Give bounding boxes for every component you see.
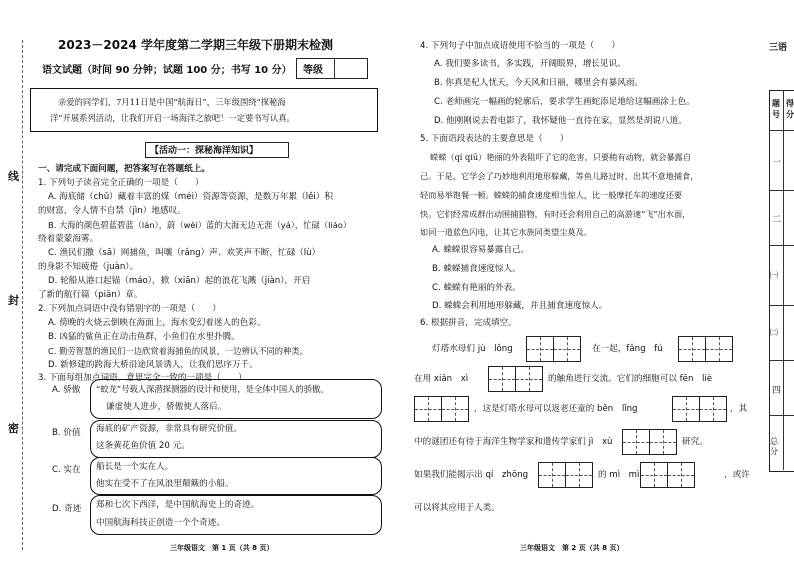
- tianzige-guide-v: [428, 397, 429, 421]
- q4-option-d: D. 他刚刚说去看电影了，我怀疑他一直待在家，显然是胡说八道。: [434, 116, 687, 126]
- q4-option-a: A. 我们要多读书，多实践，开阔眼界，增长见识。: [434, 59, 626, 69]
- page-1-footer: 三年级语文 第 1 页（共 8 页）: [170, 544, 274, 552]
- section-1-heading: 一、请完成下面问题，把答案写在答题纸上。: [38, 164, 210, 174]
- tianzige-guide-v: [455, 397, 456, 421]
- intro-box: [30, 88, 378, 132]
- tianzige-guide-v: [713, 397, 714, 421]
- q6-line5-text-c: ，或许: [724, 470, 750, 480]
- q1-option-c-line1: C. 渔民们撒（sā）网捕鱼，叫嚷（rǎng）声、欢笑声不断，忙碌（lù）: [48, 248, 321, 258]
- q2-option-b: B. 凶猛的鲨鱼正在动击鱼群，小鱼们在水里扑腾。: [48, 332, 240, 342]
- side-page-header: 三语: [769, 43, 788, 53]
- q3-a-sentence-1: “蛟龙”号载人深潜探测器的设计和使用，是全体中国人的骄傲。: [96, 384, 329, 394]
- q3-b-sentence-1: 海底的矿产资源，非常具有研究价值。: [96, 424, 243, 434]
- q5-option-c: C. 蝾蝾有艳丽的外表。: [432, 283, 521, 293]
- q1-option-b-line1: B. 大海的颜色碧蓝碧蓝（lán），蔚（wèi）蓝的大海无边无涯（yá），忙碌（liáo）: [48, 220, 352, 230]
- tianzige-guide-v: [529, 367, 530, 391]
- question-2: 2. 下列加点词语中没有错别字的一项是（ ）: [38, 304, 221, 314]
- q6-line6: 可以将其应用于人类。: [414, 503, 500, 513]
- score-table-col-score: 得分: [786, 99, 794, 119]
- q2-option-c: C. 勤劳智慧的渔民们一边欣赏着海捕鱼的风景，一边辨认不同的种类。: [48, 346, 308, 356]
- q3-d-sentence-1: 郑和七次下西洋，是中国航海史上的奇迹。: [96, 500, 260, 510]
- q5-option-d: D. 蝾蝾会利用地形躲藏，并且捕食速度惊人。: [432, 301, 608, 311]
- q5-option-a: A. 蝾蝾很容易暴露自己。: [432, 245, 530, 255]
- margin-char-xian: 线: [8, 170, 19, 183]
- q3-option-c-label: C. 实在: [52, 465, 81, 475]
- exam-title: 2023－2024 学年度第二学期三年级下册期末检测: [58, 38, 333, 52]
- q1-option-d-line2: 了新的航行篇（piān）章。: [38, 290, 143, 300]
- q3-option-b-label: B. 价值: [52, 428, 81, 438]
- q6-line5-text-b: 的 mì mì: [598, 470, 640, 480]
- score-row-2: 二: [772, 215, 782, 225]
- intro-line-2: 洋”开展系列活动，让我们开启一场海洋之旅吧！一定要书写认真。: [50, 113, 295, 123]
- q1-option-a-line2: 的财富，令人情不自禁（jìn）地感叹。: [38, 206, 186, 216]
- q6-line4-text-a: 中的谜团还有待于海洋生物学家和遗传学家们 jì xù: [414, 437, 613, 447]
- q6-line1-text-a: 灯塔水母们 jù lǒng: [432, 344, 513, 354]
- question-5: 5. 下面语段表达的主要意思是（ ）: [420, 134, 569, 144]
- q5-passage-line-4: 快。它们经常成群出动围捕猎物，有时还会利用自己的高游速“飞”出水面，: [420, 209, 691, 219]
- q4-option-b: B. 你真是杞人忧天，今天风和日丽，哪里会有暴风雨。: [434, 78, 644, 88]
- tianzige-guide-v: [681, 463, 682, 487]
- tianzige-guide-v: [692, 337, 693, 361]
- score-table-col-question: 题号: [772, 99, 780, 119]
- binding-line: [22, 40, 23, 550]
- q3-c-sentence-2: 他实在受不了在风浪里颠簸的小船。: [96, 479, 234, 489]
- question-1: 1. 下列句子读音完全正确的一项是（ ）: [38, 178, 204, 188]
- tianzige-guide-v: [552, 463, 553, 487]
- q1-option-b-line2: 绕着蒙蒙海雾。: [38, 234, 99, 244]
- q5-passage-line-2: 己。于是，它学会了巧妙地利用地形躲藏，等鱼儿路过时，出其不意地捕食，: [420, 171, 699, 181]
- tianzige-guide-v: [502, 367, 503, 391]
- question-4: 4. 下列句子中加点成语使用不恰当的一项是（ ）: [420, 41, 620, 51]
- score-row-3: ㈠: [770, 271, 778, 280]
- q6-line2-text-b: 的触角进行交流。它们的细胞可以 fēn liè: [548, 374, 713, 384]
- tianzige-guide-v: [579, 463, 580, 487]
- q6-line4-text-b: 研究。: [682, 437, 708, 447]
- q3-a-sentence-2: 谦虚使人进步，骄傲使人落后。: [106, 402, 227, 412]
- grade-label: 等级: [303, 65, 323, 76]
- margin-char-mi: 密: [8, 422, 19, 435]
- tianzige-guide-v: [663, 430, 664, 454]
- tianzige-guide-v: [540, 337, 541, 361]
- margin-char-feng: 封: [8, 294, 19, 307]
- q3-option-d-label: D. 奇迹: [52, 504, 82, 514]
- page-2-footer: 三年级语文 第 2 页（共 8 页）: [520, 544, 624, 552]
- q5-passage-line-1: 蝾蝾（qí qiū）艳丽的外表阻吓了它的危害，只要稍有动物，就会暴露自: [430, 152, 692, 162]
- q6-line5-text-a: 如果我们能揭示出 qí zhōng: [414, 470, 529, 480]
- q5-passage-line-5: 如同一道蓝色闪电，让其它水族同类望尘莫及。: [420, 227, 592, 237]
- score-row-4: ㈡: [770, 328, 778, 337]
- q6-line3-text-b: ，这是灯塔水母可以返老还童的 běn lǐng: [474, 404, 638, 414]
- tianzige-guide-v: [567, 337, 568, 361]
- q1-option-d-line1: D. 轮船从港口起锚（máo），掀（xiān）起的浪花飞溅（jiàn），开启: [48, 276, 311, 286]
- q4-option-c: C. 老师画完一幅画的轮廓后，要求学生画蛇添足地给这幅画涂上色。: [434, 97, 695, 107]
- q6-line1-text-b: 在一起，fǎng fú: [592, 344, 663, 354]
- q1-option-c-line2: 的身影不知疲倦（juàn）。: [38, 262, 139, 272]
- tianzige-guide-v: [719, 337, 720, 361]
- tianzige-guide-v: [636, 430, 637, 454]
- intro-line-1: 亲爱的同学们，7月11日是中国“航海日”，三年级围绕“探秘海: [58, 97, 286, 107]
- q1-option-a-line1: A. 海底储（chǔ）藏着丰富的煤（méi）资源等资源，是数万年累（lěi）积: [48, 192, 333, 202]
- q5-option-b: B. 蝾蝾捕食速度惊人。: [432, 264, 521, 274]
- q3-option-a-label: A. 骄傲: [52, 385, 81, 395]
- tianzige-guide-v: [654, 463, 655, 487]
- q2-option-a: A. 傍晚的火烧云倒映在海面上，海水变幻着迷人的色彩。: [48, 318, 266, 328]
- q2-option-d: D. 新修建的跨海大桥沿途风景诱人，让我们思序万千。: [48, 360, 258, 370]
- tianzige-guide-v: [686, 397, 687, 421]
- q3-d-sentence-2: 中国航海科技正创造一个个奇迹。: [96, 518, 225, 528]
- exam-subject: 语文试题（时间 90 分钟；试题 100 分；书写 10 分）: [42, 65, 292, 76]
- score-row-5: 四: [772, 386, 782, 396]
- q6-line2-text-a: 在用 xiǎn xì: [414, 374, 469, 384]
- question-3: 3. 下面每组加点词语，意思完全一致的一项是（ ）: [38, 373, 247, 383]
- q3-c-sentence-1: 船长是一个实在人。: [96, 462, 174, 472]
- q3-b-sentence-2: 这条黄花鱼价值 20 元。: [96, 441, 190, 451]
- q5-passage-line-3: 轻而易举饱餐一顿。蝾蝾的捕食速度相当惊人，比一般摩托车的速度还要: [420, 190, 683, 200]
- score-row-total: 总分: [770, 437, 778, 456]
- activity-1-heading: 【活动一：探秘海洋知识】: [150, 146, 259, 156]
- question-6: 6. 根据拼音，完成填空。: [420, 318, 517, 328]
- score-row-1: 一: [772, 158, 782, 168]
- q6-line3-text-c: ，其: [730, 404, 748, 414]
